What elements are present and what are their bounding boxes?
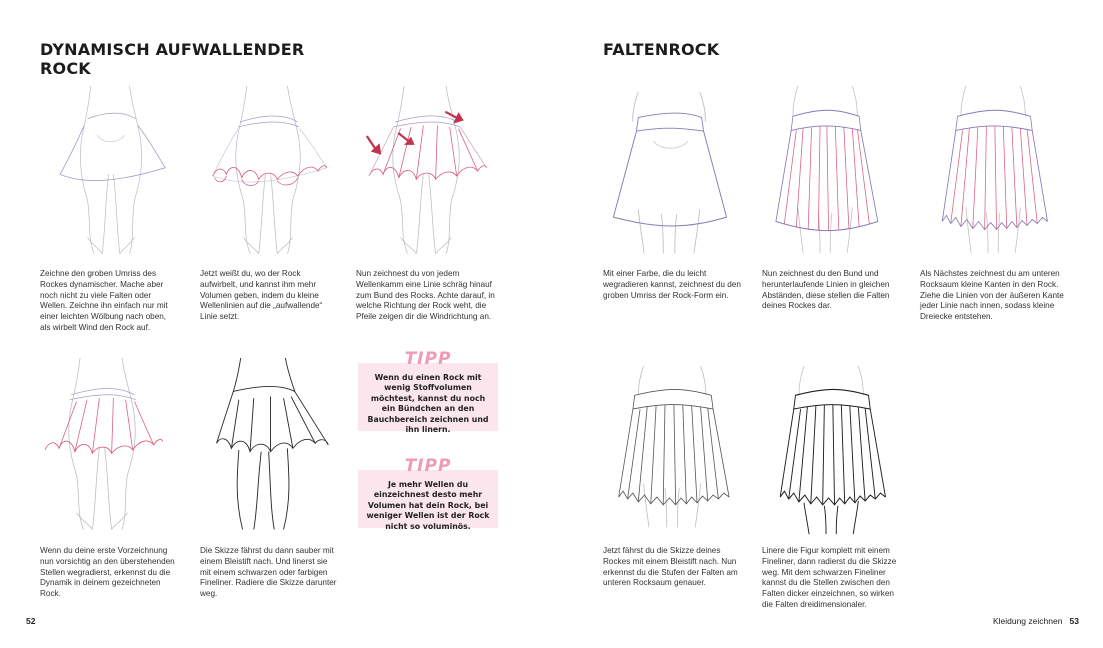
caption-dynamic-step2: Jetzt weißt du, wo der Rock aufwirbelt, und kannst ihm mehr Volumen geben, indem du kleine Wellenlinien auf die „aufwallende“ Linie setzt.: [200, 269, 323, 322]
tip-text-2: Je mehr Wellen du einzeichnest desto mehr Volumen hat dein Rock, bei weniger Wellen ist der Rock nicht so voluminös.: [366, 480, 490, 531]
figure-pleated-step3: [932, 86, 1056, 268]
caption-dynamic-step5: Die Skizze fährst du dann sauber mit einem Bleistift nach. Und linerst sie mit einem schwarzen oder farbigen Fineliner. Radiere die Skizze darunter weg.: [200, 546, 337, 599]
tip-text-1: Wenn du einen Rock mit wenig Stoffvolumen möchtest, kannst du noch ein Bündchen an den Bauchbereich zeichnen und ihn linern.: [367, 373, 489, 435]
figure-pleated-step5: [770, 366, 894, 542]
figure-dynamic-step5: [196, 358, 332, 542]
caption-pleated-step1: Mit einer Farbe, die du leicht wegradieren kannst, zeichnest du den groben Umriss der Rock-Form ein.: [603, 269, 741, 300]
running-head-text: Kleidung zeichnen: [992, 616, 1063, 626]
figure-pleated-step2: [764, 86, 888, 268]
caption-dynamic-step3: Nun zeichnest du von jedem Wellenkamm eine Linie schräg hinauf zum Bund des Rocks. Achte darauf, in welche Richtung der Rock weht, die Pfeile zeigen dir die Windrichtung an.: [356, 269, 495, 322]
tip-box-2: [358, 456, 498, 531]
figure-dynamic-step1: [52, 86, 170, 266]
tip-heading-1: TIPP: [404, 349, 452, 369]
caption-pleated-step3: Als Nächstes zeichnest du am unteren Rocksaum kleine Kanten in den Rock. Ziehe die Linien von der äußeren Kante jeder Linie nach innen, sodass kleine Dreiecke entstehen.: [920, 269, 1064, 322]
figure-pleated-step4: [608, 366, 738, 542]
page-number-right: 53: [1069, 616, 1079, 626]
figure-dynamic-step4: [38, 358, 166, 542]
figure-dynamic-step2: [206, 86, 330, 266]
figure-pleated-step1: [600, 92, 740, 268]
running-head-right: [993, 616, 1079, 626]
figure-dynamic-step3: [362, 86, 490, 266]
tip-heading-2: TIPP: [404, 456, 452, 476]
right-title: FALTENROCK: [603, 40, 720, 59]
caption-dynamic-step4: Wenn du deine erste Vorzeichnung nun vorsichtig an den überstehenden Stellen wegradierst, erkennst du die Dynamik in deinem gezeichneten Rock.: [40, 546, 175, 599]
caption-pleated-step4: Jetzt fährst du die Skizze deines Rockes mit einem Bleistift nach. Nun erkennst du die Stufen der Falten am unteren Rocksaum genauer.: [603, 546, 738, 588]
left-title-line1: DYNAMISCH AUFWALLENDER: [40, 40, 305, 59]
left-title: [40, 40, 304, 78]
caption-dynamic-step1: Zeichne den groben Umriss des Rockes dynamischer. Mache aber noch nicht zu viele Falten oder Wellen. Zeichne ihn einfach nur mit einer leichten Wölbung nach oben, als wirbelt Wind den Rock auf.: [40, 269, 168, 332]
page-number-left: 52: [26, 616, 36, 626]
left-title-line2: ROCK: [40, 59, 91, 78]
caption-pleated-step5: Linere die Figur komplett mit einem Fineliner, dann radierst du die Skizze weg. Mit dem schwarzen Fineliner kannst du die Stellen zwischen den Falten dicker einzeichnen, so wirken die Falten dreidimensionaler.: [762, 546, 897, 609]
caption-pleated-step2: Nun zeichnest du den Bund und herunterlaufende Linien in gleichen Abständen, diese stellen die Falten deines Rockes dar.: [762, 269, 890, 311]
tip-box-1: [358, 349, 498, 435]
